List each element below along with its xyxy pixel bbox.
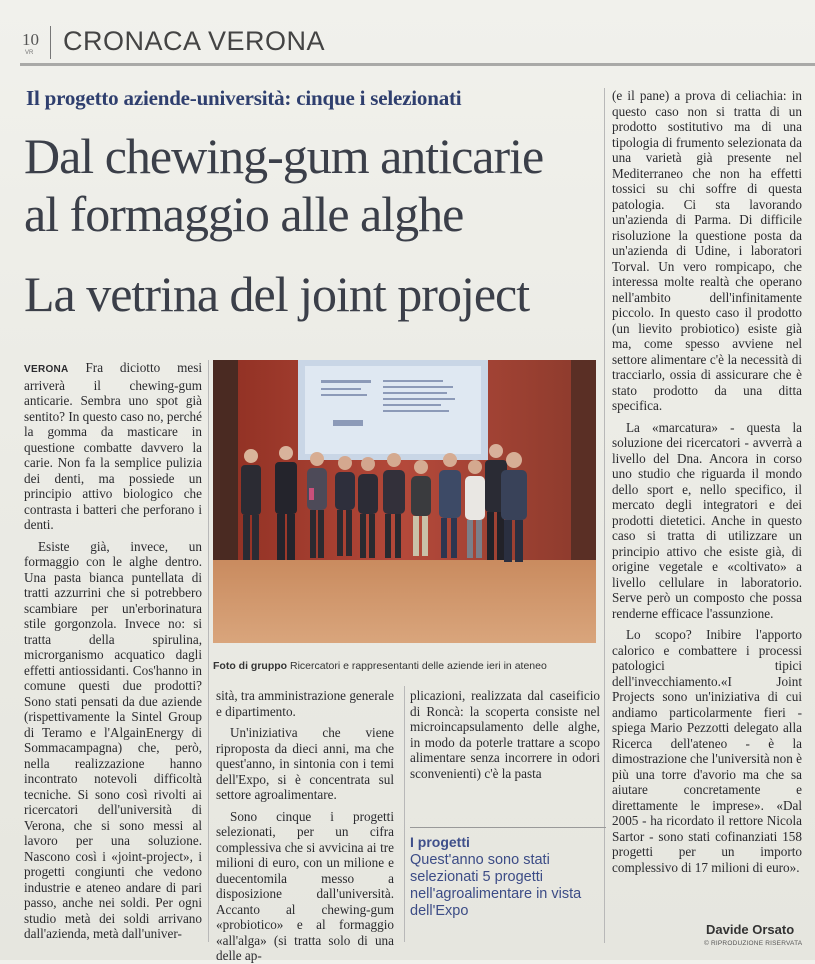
- article-paragraph: plicazioni, realizzata dal caseificio di Roncà: la scoperta consiste nel microincapsulamento delle alghe, in modo da poterle trattare a scopo alimentare senza incorrere in odori sconvenienti) c'è la pasta: [410, 688, 600, 781]
- page-number-sub: VR: [25, 50, 34, 56]
- projects-box-title: I progetti: [410, 834, 470, 850]
- article-paragraph: Esiste già, invece, un formaggio con le alghe dentro. Una pasta bianca puntellata di tratti azzurrini che si potrebbero scambiare per un'erborinatura stile gorgonzola. Invece no: si tratta della spirulina, microrganismo acquatico dagli effetti antiossidanti. Cos'hanno in comune questi due prodotti? Sono stati pensati da due aziende (rispettivamente la Sintel Group di Teramo e l'AlgainEnergy di Sommacampagna) che, però, nella realizzazione hanno incontrato notevoli difficoltà tecniche. Si sono così rivolti ai ricercatori dell'università di Verona, che si sono messi al lavoro per una soluzione. Nascono così i «joint-project», i progetti congiunti che vedono industrie e ateneo andare di pari passo, anche nei soldi. Per ogni studio metà dei soldi arrivano dall'azienda, metà dall'univer-: [24, 538, 202, 941]
- section-title: CRONACA VERONA: [63, 26, 326, 56]
- article-paragraph: Lo scopo? Inibire l'apporto calorico e combattere i processi patologici tipici dell'invecchiamento.«I Joint Projects sono un'iniziativa di cui andiamo particolarmente fieri - spiega Mario Pezzotti delegato alla Ricerca dell'ateneo - è la dimostrazione che l'università non è più una torre d'avorio ma che sa aiutare concretamente e direttamente le imprese». «Dal 2005 - ha ricordato il rettore Nicola Sartor - sono stati cofinanziati 158 progetti per un importo complessivo di 17 milioni di euro».: [612, 627, 802, 875]
- headline-line-3: La vetrina del joint project: [24, 266, 530, 322]
- photo-caption-text: Ricercatori e rappresentanti delle aziende ieri in ateneo: [289, 660, 547, 672]
- column-divider-right: [604, 88, 605, 943]
- article-paragraph: La «marcatura» - questa la soluzione dei ricercatori - avverrà a livello del Dna. Ancora in corso uno studio che riguarda il mondo dello sport e, nello specifico, il mercato degli integratori e dei prodotti dietetici. Anche in questo caso si tratta di utilizzare un principio attivo che esiste già, di origine vegetale e «coltivato» a livello cellulare in laboratorio. Serve però un composto che possa renderne efficace l'assunzione.: [612, 419, 802, 621]
- group-photo: [213, 360, 596, 643]
- dateline: VERONA: [24, 364, 69, 375]
- headline-line-1: Dal chewing-gum anticarie: [24, 128, 544, 184]
- page-number: 10: [22, 30, 39, 49]
- article-column-middle-right: [410, 688, 600, 808]
- paragraph-text: Fra diciotto mesi arriverà il chewing-gum anticarie. Sembra uno spot già sentito? In questo caso no, perché la gomma da masticare in questione combatte davvero la carie. Non fa la semplice pulizia dei denti, ma possiede un principio attivo biologico che contrasta i batteri che perforano i denti.: [24, 360, 202, 532]
- headline-kicker: Il progetto aziende-università: cinque i selezionati: [26, 86, 462, 110]
- photo-caption-label: Foto di gruppo: [213, 660, 288, 672]
- article-paragraph: Sono cinque i progetti selezionati, per un cifra complessiva che si avvicina ai tre milioni di euro, con un milione e duecentomila messo a disposizione dall'università. Accanto al chewing-gum «probiotico» e al formaggio «all'alga» (si tratta solo di una delle ap-: [216, 808, 394, 963]
- article-paragraph: [24, 360, 202, 533]
- header-separator: [50, 26, 51, 59]
- headline-line-2: al formaggio alle alghe: [24, 186, 464, 242]
- copyright-notice: © RIPRODUZIONE RISERVATA: [704, 940, 803, 947]
- column-divider-middle: [404, 686, 405, 942]
- article-paragraph: Un'iniziativa che viene riproposta da dieci anni, ma che quest'anno, in sintonia con i temi dell'Expo, si è concentrata sul settore agroalimentare.: [216, 725, 394, 802]
- projects-box: [410, 827, 606, 943]
- article-column-left: [24, 360, 202, 940]
- article-paragraph: sità, tra amministrazione generale e dipartimento.: [216, 688, 394, 719]
- article-column-middle: [216, 688, 394, 963]
- group-photo-illustration: [213, 360, 596, 643]
- projects-box-text: Quest'anno sono stati selezionati 5 progetti nell'agroalimentare in vista dell'Expo: [410, 852, 582, 919]
- article-paragraph: (e il pane) a prova di celiachia: in questo caso non si tratta di un prodotto sostitutivo ma di una tipologia di frumento selezionata da una varietà già presente nel Mediterraneo che non ha effetti tossici su chi soffre di questa patologia. Ci sta lavorando un'azienda di Parma. Di difficile risoluzione la questione posta da un'azienda di Udine, i laboratori Torval. Un vero rompicapo, che interessa molte realtà che operano nell'ambito dell'infinitamente piccolo. In questo caso il prodotto (un lievito probiotico) esiste già ma, come spesso avviene nel settore alimentare c'è la necessità di tracciarlo, ossia di assicurare che è stato prodotto da una ditta specifica.: [612, 88, 802, 413]
- byline-author: Davide Orsato: [706, 922, 795, 937]
- article-column-right: [612, 88, 802, 918]
- photo-caption: [213, 660, 603, 672]
- column-divider-left: [208, 360, 209, 942]
- header-rule: [20, 63, 815, 66]
